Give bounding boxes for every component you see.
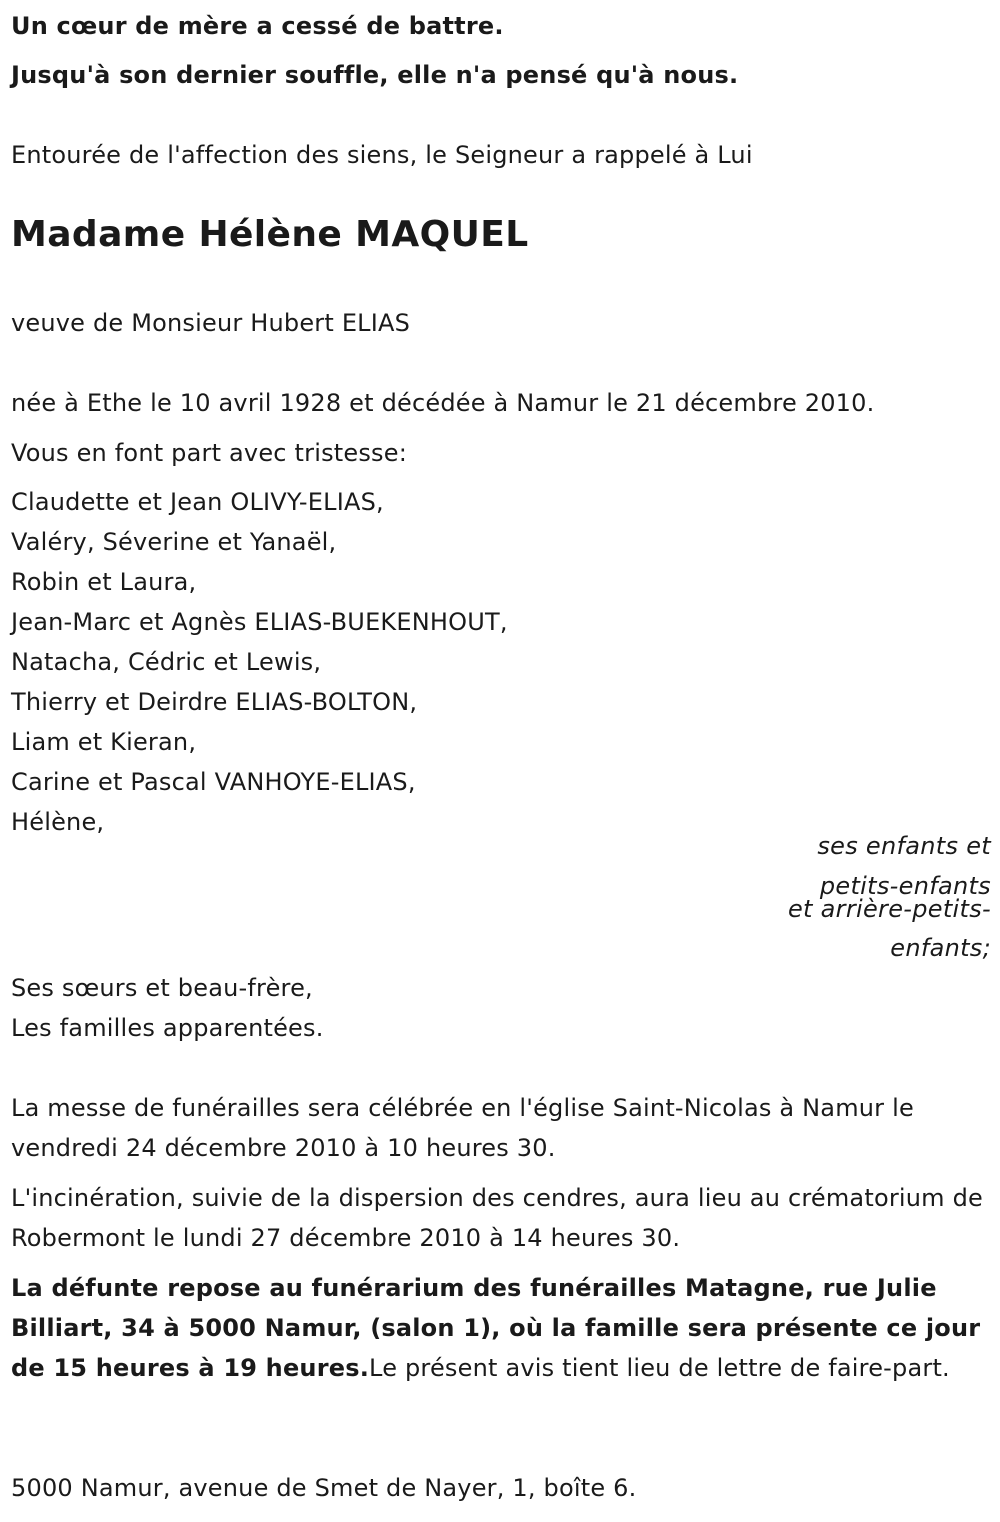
family-role-line-1: ses enfants et (817, 832, 991, 860)
family-member: Robin et Laura, (11, 568, 197, 596)
mass-paragraph: La messe de funérailles sera célébrée en l'église Saint-Nicolas à Namur le vendredi 24 décembre 2010 à 10 heures 30. (11, 1094, 914, 1162)
heading-line-1: Un cœur de mère a cessé de battre. (11, 12, 504, 40)
family-member: Valéry, Séverine et Yanaël, (11, 528, 337, 556)
visitation-normal-text: Le présent avis tient lieu de lettre de faire-part. (369, 1354, 950, 1382)
visitation-paragraph (11, 1268, 989, 1388)
family-member: Natacha, Cédric et Lewis, (11, 648, 322, 676)
family-member: Claudette et Jean OLIVY-ELIAS, (11, 488, 384, 516)
family-member: Thierry et Deirdre ELIAS-BOLTON, (11, 688, 418, 716)
family-role-line-3: et arrière-petits- (787, 895, 991, 923)
deceased-name: Madame Hélène MAQUEL (11, 214, 529, 255)
family-member: Hélène, (11, 808, 105, 836)
heading-line-2: Jusqu'à son dernier souffle, elle n'a pensé qu'à nous. (11, 61, 739, 89)
family-member: Jean-Marc et Agnès ELIAS-BUEKENHOUT, (11, 608, 508, 636)
intro-text: Entourée de l'affection des siens, le Seigneur a rappelé à Lui (11, 141, 753, 169)
visitation-bold-text: La défunte repose au funérarium des funérailles Matagne, rue Julie Billiart, 34 à 5000 Namur, (salon 1), où la famille sera présente ce jour de 15 heures à 19 heures. (11, 1274, 981, 1382)
announcers-intro: Vous en font part avec tristesse: (11, 439, 408, 467)
others-line-2: Les familles apparentées. (11, 1014, 324, 1042)
family-role-line-2: petits-enfants (819, 872, 991, 900)
family-member: Carine et Pascal VANHOYE-ELIAS, (11, 768, 416, 796)
address-text: 5000 Namur, avenue de Smet de Nayer, 1, boîte 6. (11, 1474, 637, 1502)
family-role-line-4: enfants; (890, 934, 991, 962)
birth-death-text: née à Ethe le 10 avril 1928 et décédée à Namur le 21 décembre 2010. (11, 389, 875, 417)
family-member: Liam et Kieran, (11, 728, 197, 756)
cremation-paragraph: L'incinération, suivie de la dispersion des cendres, aura lieu au crématorium de Robermont le lundi 27 décembre 2010 à 14 heures 30. (11, 1184, 983, 1252)
others-line-1: Ses sœurs et beau-frère, (11, 974, 313, 1002)
widow-of-text: veuve de Monsieur Hubert ELIAS (11, 309, 411, 337)
